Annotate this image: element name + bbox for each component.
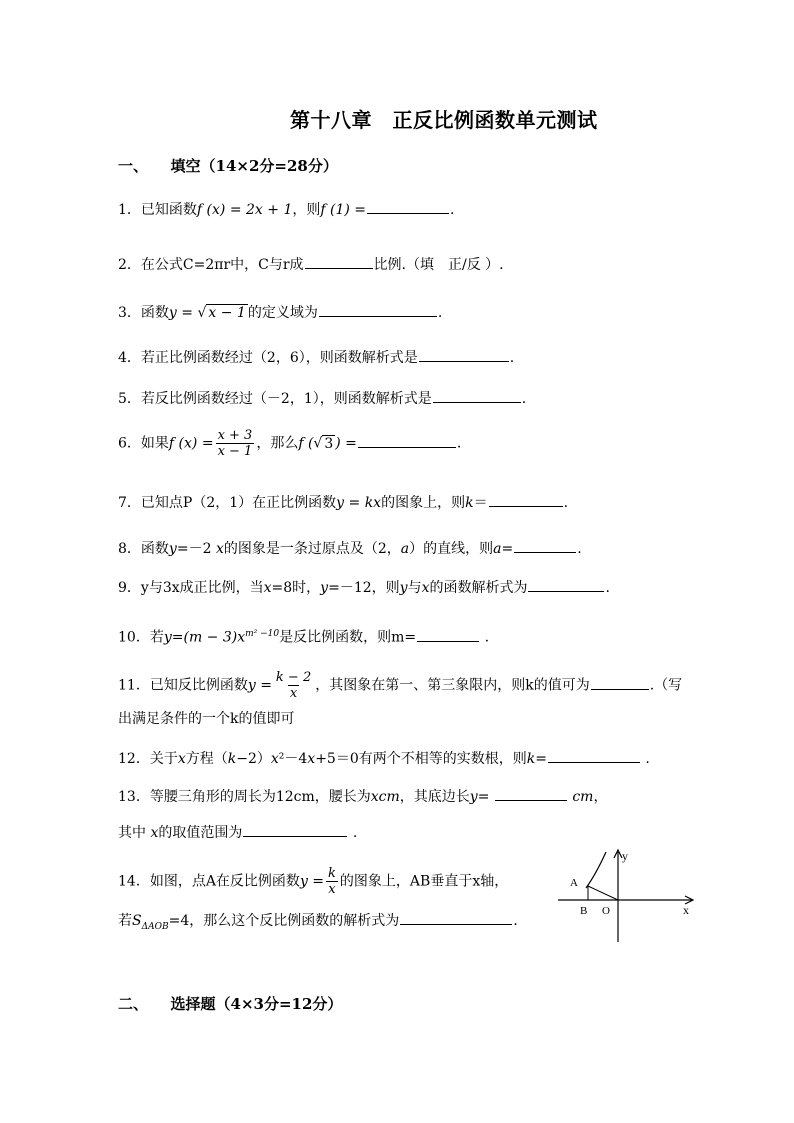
q8-formula: =－2 xyxy=(176,541,212,557)
q4-text: 4．若正比例函数经过（2，6），则函数解析式是 xyxy=(118,350,418,366)
q6-sqrt-symbol: √ xyxy=(313,435,323,452)
q14-text-2: 的图象上，AB垂直于x轴， xyxy=(339,873,509,890)
origin-label: O xyxy=(602,905,610,917)
q6-text: 6．如果 xyxy=(118,435,169,452)
q14-numerator: k xyxy=(328,866,336,881)
q6-formula-2: f ( xyxy=(298,435,314,452)
q1-text: 1．已知函数 xyxy=(118,202,197,218)
question-7 xyxy=(118,492,568,513)
segment-ao xyxy=(588,886,618,900)
q1-text-2: ，则 xyxy=(292,202,321,218)
q13-equals: = xyxy=(477,789,490,805)
q12-var-k: k xyxy=(227,751,237,767)
q14-fraction xyxy=(326,866,338,897)
q13-var-y: y xyxy=(469,789,478,805)
q12-text-2: 方程（ xyxy=(185,751,228,767)
q2-answer-blank[interactable] xyxy=(305,254,373,269)
q14-period: . xyxy=(513,913,518,929)
q11-numerator: k − 2 xyxy=(275,670,312,685)
q14-answer-blank[interactable] xyxy=(400,910,512,925)
q13-range-blank[interactable] xyxy=(243,822,347,837)
q11-text-3: .（写 xyxy=(649,677,683,694)
q14-area-symbol: S xyxy=(132,913,142,929)
q3-formula: y = xyxy=(168,305,194,321)
q12-text-5: +5＝0有两个不相等的实数根，则 xyxy=(315,751,527,767)
point-a-label: A xyxy=(570,877,578,889)
page-title: 第十八章 正反比例函数单元测试 xyxy=(290,108,598,132)
q13-var-x: x xyxy=(150,825,159,841)
q10-answer-blank[interactable] xyxy=(417,627,479,642)
q7-period: . xyxy=(563,495,569,511)
section-fill-blank-heading: 一、 填空（14×2分=28分） xyxy=(118,157,338,175)
question-9 xyxy=(118,577,610,598)
q8-var-a-2: a xyxy=(493,541,502,557)
q9-var-y: y xyxy=(320,580,329,596)
q6-denominator: x − 1 xyxy=(217,444,253,459)
section-multiple-choice-heading: 二、 选择题（4×3分=12分） xyxy=(118,995,343,1013)
q12-var-k-2: k xyxy=(526,751,536,767)
q13-text-2: ，其底边长 xyxy=(399,789,470,805)
q14-formula: y = xyxy=(299,873,325,890)
q6-numerator: x + 3 xyxy=(217,428,253,443)
q9-text-3: =－12，则 xyxy=(328,580,400,596)
q1-period: . xyxy=(450,202,455,218)
q9-var-y-2: y xyxy=(399,580,408,596)
q7-var-k: k xyxy=(465,495,474,511)
q13-text-3: 其中 xyxy=(118,825,146,841)
q13-comma: ， xyxy=(593,789,608,805)
q12-equals: = xyxy=(535,751,547,767)
hyperbola-branch xyxy=(586,852,606,888)
q1-formula: f (x) = 2x + 1 xyxy=(196,202,293,218)
q9-text-5: 的函数解析式为 xyxy=(429,580,528,596)
q9-text-2: =8时， xyxy=(271,580,321,596)
q12-var-x-3: x xyxy=(307,751,316,767)
q2-text-2: 比例.（填 正/反 ）. xyxy=(373,257,504,273)
q9-text-4: 与 xyxy=(407,580,422,596)
q9-var-x: x xyxy=(263,580,272,596)
q9-answer-blank[interactable] xyxy=(528,577,604,592)
question-12 xyxy=(118,748,650,769)
question-11 xyxy=(118,670,682,701)
q3-radicand: x − 1 xyxy=(208,305,246,321)
q3-text-2: 的定义域为 xyxy=(247,305,318,321)
q10-period: . xyxy=(484,629,490,646)
q4-answer-blank[interactable] xyxy=(419,347,509,362)
q12-var-x-2: x xyxy=(270,751,279,767)
question-3 xyxy=(118,302,442,323)
q1-formula-2: f (1) = xyxy=(320,202,367,218)
point-b-label: B xyxy=(580,905,588,917)
q13-text-4: 的取值范围为 xyxy=(158,825,243,841)
q8-answer-blank[interactable] xyxy=(514,538,576,553)
question-6 xyxy=(118,428,461,459)
q11-text-2: ，其图象在第一、第三象限内，则k的值可为 xyxy=(315,677,590,694)
q8-text-3: ）的直线，则 xyxy=(409,541,494,557)
q11-denominator: x xyxy=(289,686,298,701)
q13-text: 13．等腰三角形的周长为12cm，腰长为 xyxy=(118,789,371,805)
q10-text: 10．若 xyxy=(118,629,164,646)
q7-equals: ＝ xyxy=(473,495,488,511)
q5-text: 5．若反比例函数经过（－2，1），则函数解析式是 xyxy=(118,391,432,407)
q2-text: 2．在公式C=2πr中，C与r成 xyxy=(118,257,304,273)
question-14-continued xyxy=(118,910,518,937)
q12-answer-blank[interactable] xyxy=(548,748,640,763)
q8-var-y: y xyxy=(168,541,177,557)
q13-answer-blank[interactable] xyxy=(495,786,567,801)
question-10 xyxy=(118,624,489,648)
q11-formula: y = xyxy=(247,677,272,694)
q5-answer-blank[interactable] xyxy=(433,388,521,403)
q3-period: . xyxy=(437,305,443,321)
question-13-continued xyxy=(118,822,357,843)
q10-exponent: m² −10 xyxy=(245,629,280,639)
question-14 xyxy=(118,866,508,897)
q6-text-2: ，那么 xyxy=(256,435,299,452)
question-8 xyxy=(118,538,582,559)
q11-fraction xyxy=(274,670,313,701)
q9-text: 9．y与3x成正比例，当 xyxy=(118,580,264,596)
q8-var-a: a xyxy=(400,541,410,557)
q12-period: . xyxy=(645,751,650,767)
question-2 xyxy=(118,254,504,275)
q10-var-y: y xyxy=(163,629,172,646)
q10-text-2: 是反比例函数，则m= xyxy=(279,629,417,646)
q14-text-4: =4，那么这个反比例函数的解析式为 xyxy=(168,913,400,929)
q12-var-x: x xyxy=(177,751,186,767)
q6-formula: f (x) = xyxy=(168,435,214,452)
q8-period: . xyxy=(577,541,582,557)
q4-period: . xyxy=(509,350,515,366)
question-13 xyxy=(118,786,607,807)
q1-answer-blank[interactable] xyxy=(367,199,449,214)
q5-period: . xyxy=(521,391,527,407)
q3-text: 3．函数 xyxy=(118,305,169,321)
question-1 xyxy=(118,199,454,220)
q9-period: . xyxy=(605,580,610,596)
q10-formula: =(m − 3)x xyxy=(171,629,246,646)
q7-text-2: 的图象上，则 xyxy=(381,495,466,511)
q9-var-x-2: x xyxy=(421,580,430,596)
q12-text: 12．关于 xyxy=(118,751,178,767)
q7-text: 7．已知点P（2，1）在正比例函数 xyxy=(118,495,337,511)
q11-answer-blank[interactable] xyxy=(591,675,649,690)
x-axis-label: x xyxy=(683,903,689,917)
q14-text: 14．如图，点A在反比例函数 xyxy=(118,873,300,890)
q11-text: 11．已知反比例函数 xyxy=(118,677,248,694)
q11-text-4: 出满足条件的一个k的值即可 xyxy=(118,711,295,727)
q6-radicand: 3 xyxy=(324,435,334,452)
q6-formula-3: ) = xyxy=(335,435,357,452)
q13-period: . xyxy=(352,825,358,841)
q8-equals: = xyxy=(501,541,514,557)
q14-denominator: x xyxy=(328,882,336,897)
q3-answer-blank[interactable] xyxy=(319,302,437,317)
q8-text: 8．函数 xyxy=(118,541,169,557)
q6-fraction xyxy=(216,428,255,459)
y-axis-label: y xyxy=(622,849,628,863)
q6-answer-blank[interactable] xyxy=(358,433,456,448)
question-11-continued xyxy=(118,709,294,729)
q13-var-xcm: xcm xyxy=(370,789,400,805)
q7-formula: y = kx xyxy=(336,495,382,511)
q12-text-3: −2） xyxy=(236,751,271,767)
q3-sqrt-symbol: √ xyxy=(197,305,207,321)
q12-text-4: ²－4 xyxy=(278,751,308,767)
question-5 xyxy=(118,388,526,409)
question-4 xyxy=(118,347,514,368)
q14-text-3: 若 xyxy=(118,913,132,929)
q14-area-subscript: ΔAOB xyxy=(141,921,169,932)
q13-unit: cm xyxy=(572,789,594,805)
q8-var-x: x xyxy=(215,541,224,557)
q6-period: . xyxy=(456,435,462,452)
q8-text-2: 的图象是一条过原点及（2， xyxy=(223,541,401,557)
coordinate-figure xyxy=(556,846,696,946)
q7-answer-blank[interactable] xyxy=(489,492,563,507)
